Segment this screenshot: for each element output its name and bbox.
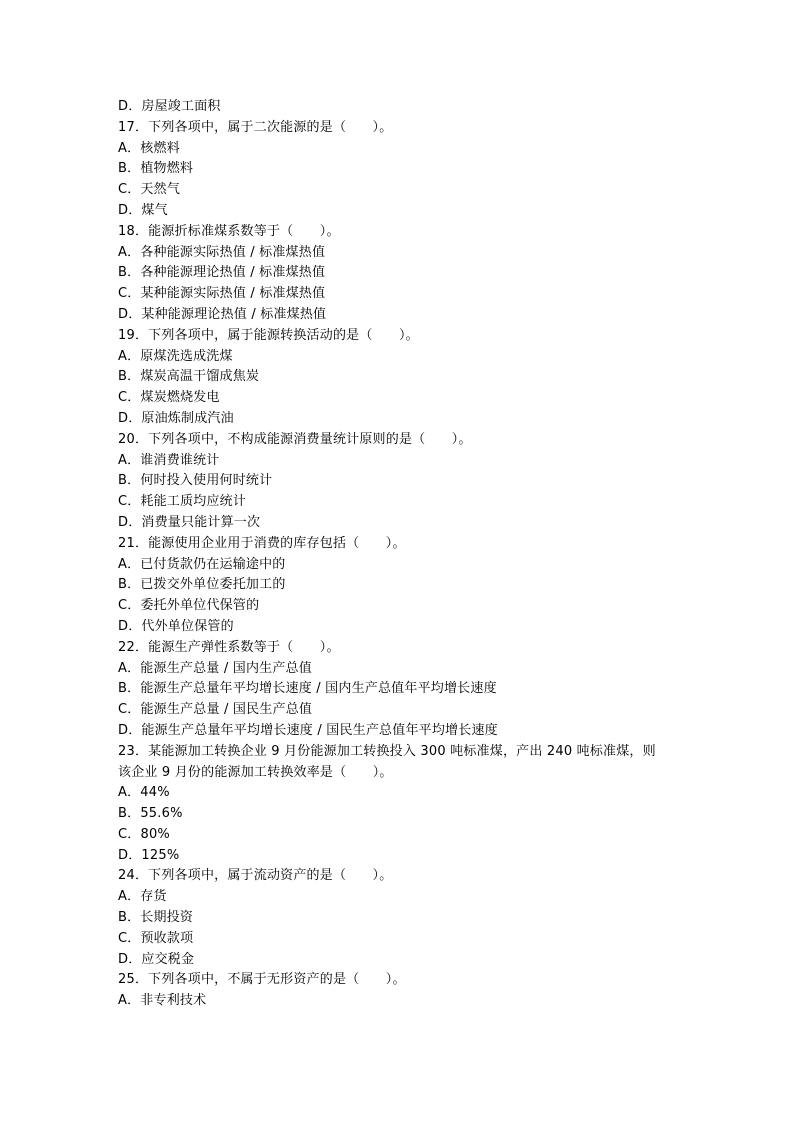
question-23-continued: 该企业 9 月份的能源加工转换效率是（ ）。 bbox=[118, 764, 393, 780]
question-20: 20．下列各项中，不构成能源消费量统计原则的是（ ）。 bbox=[118, 431, 472, 447]
question-17: 17．下列各项中，属于二次能源的是（ ）。 bbox=[118, 119, 393, 135]
option-line: C．预收款项 bbox=[118, 930, 194, 946]
question-19: 19．下列各项中，属于能源转换活动的是（ ）。 bbox=[118, 327, 419, 343]
option-line: A．44% bbox=[118, 785, 170, 801]
question-22: 22．能源生产弹性系数等于（ ）。 bbox=[118, 639, 340, 655]
option-line: A．能源生产总量 / 国内生产总值 bbox=[118, 660, 312, 676]
option-line: A．谁消费谁统计 bbox=[118, 452, 220, 468]
option-line: A．核燃料 bbox=[118, 140, 180, 156]
question-24: 24．下列各项中，属于流动资产的是（ ）。 bbox=[118, 868, 393, 884]
option-line: B．何时投入使用何时统计 bbox=[118, 473, 273, 489]
question-23: 23．某能源加工转换企业 9 月份能源加工转换投入 300 吨标准煤，产出 240 吨标准煤，则 bbox=[118, 743, 656, 759]
option-line: D．消费量只能计算一次 bbox=[118, 514, 261, 530]
option-line: B．各种能源理论热值 / 标准煤热值 bbox=[118, 265, 326, 281]
option-line: B．煤炭高温干馏成焦炭 bbox=[118, 369, 260, 385]
option-line: D．原油炼制成汽油 bbox=[118, 410, 234, 426]
option-line: B．植物燃料 bbox=[118, 161, 194, 177]
option-line: B．55.6% bbox=[118, 806, 183, 822]
option-line: C．天然气 bbox=[118, 182, 181, 198]
option-line: B．长期投资 bbox=[118, 910, 194, 926]
question-18: 18．能源折标准煤系数等于（ ）。 bbox=[118, 223, 340, 239]
option-line: D．125% bbox=[118, 847, 180, 863]
option-line: A．各种能源实际热值 / 标准煤热值 bbox=[118, 244, 326, 260]
option-line: A．存货 bbox=[118, 889, 167, 905]
option-line: C．委托外单位代保管的 bbox=[118, 598, 260, 614]
option-line: C．某种能源实际热值 / 标准煤热值 bbox=[118, 286, 326, 302]
question-25: 25．下列各项中，不属于无形资产的是（ ）。 bbox=[118, 972, 406, 988]
option-line: B．已拨交外单位委托加工的 bbox=[118, 577, 286, 593]
question-21: 21．能源使用企业用于消费的库存包括（ ）。 bbox=[118, 535, 406, 551]
option-line: C．能源生产总量 / 国民生产总值 bbox=[118, 702, 313, 718]
option-line: C．耗能工质均应统计 bbox=[118, 494, 247, 510]
option-line: C．80% bbox=[118, 826, 170, 842]
option-line: D．煤气 bbox=[118, 202, 168, 218]
option-line: C．煤炭燃烧发电 bbox=[118, 390, 220, 406]
option-line: B．能源生产总量年平均增长速度 / 国内生产总值年平均增长速度 bbox=[118, 681, 497, 697]
question-text-block bbox=[118, 97, 678, 1012]
option-line: D．能源生产总量年平均增长速度 / 国民生产总值年平均增长速度 bbox=[118, 722, 498, 738]
option-line: A．原煤洗选成洗煤 bbox=[118, 348, 233, 364]
option-line: D．房屋竣工面积 bbox=[118, 99, 221, 114]
option-line: D．代外单位保管的 bbox=[118, 618, 234, 634]
option-line: A．非专利技术 bbox=[118, 993, 207, 1009]
option-line: D．应交税金 bbox=[118, 951, 195, 967]
option-line: D．某种能源理论热值 / 标准煤热值 bbox=[118, 306, 327, 322]
option-line: A．已付货款仍在运输途中的 bbox=[118, 556, 286, 572]
